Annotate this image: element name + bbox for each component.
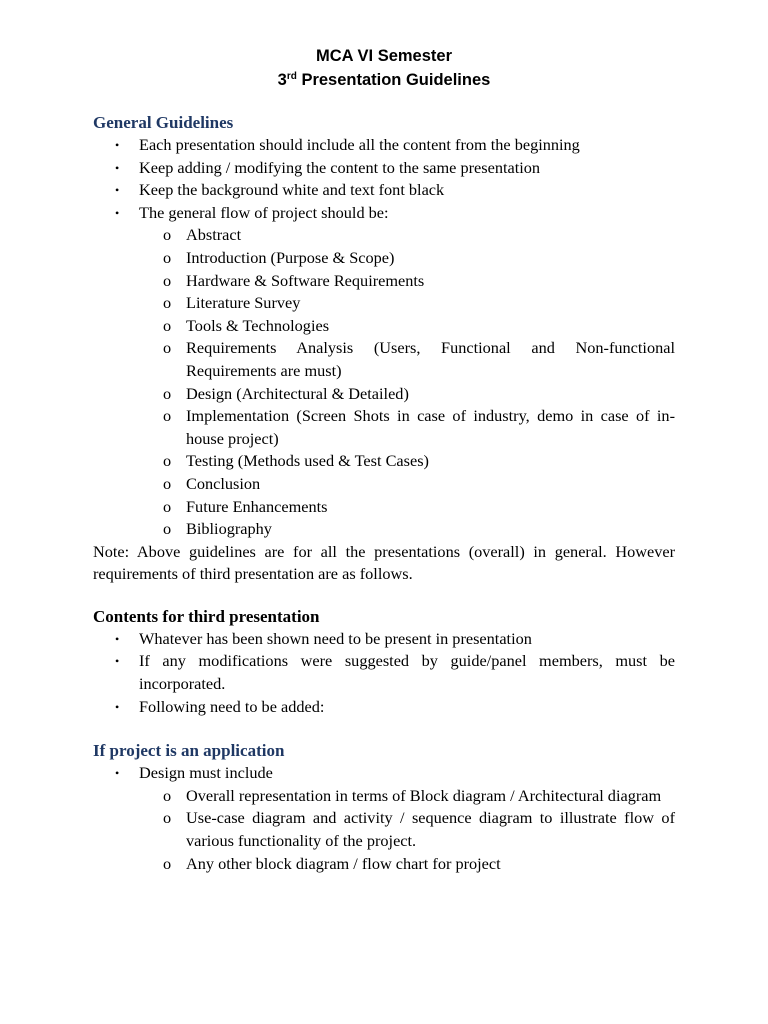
circle-bullet-icon: o	[163, 383, 172, 403]
bullet-icon: •	[115, 138, 120, 152]
sub-list-item	[93, 247, 675, 270]
list-item-text: Keep the background white and text font black	[139, 180, 445, 200]
sub-list-item-text: Literature Survey	[186, 293, 301, 313]
circle-bullet-icon: o	[163, 270, 172, 290]
sub-list-item-text: Testing (Methods used & Test Cases)	[186, 451, 429, 471]
list-item-text: Each presentation should include all the content from the beginning	[139, 135, 580, 154]
sub-list-item	[93, 450, 675, 473]
bullet-icon: •	[115, 699, 120, 714]
circle-bullet-icon: o	[163, 496, 172, 516]
application-section	[93, 740, 675, 875]
circle-bullet-icon: o	[163, 853, 172, 873]
list-item-text: Whatever has been shown need to be present in presentation	[139, 628, 532, 648]
list-item-text: The general flow of project should be:	[139, 202, 389, 222]
list-item	[93, 650, 675, 695]
circle-bullet-icon: o	[163, 338, 172, 358]
bullet-icon: •	[115, 631, 120, 646]
list-item	[93, 134, 675, 157]
list-item-text: Keep adding / modifying the content to the same presentation	[139, 157, 541, 177]
sub-list-item-text: Any other block diagram / flow chart for project	[186, 853, 501, 873]
list-item	[93, 696, 675, 719]
bullet-icon: •	[115, 654, 120, 669]
circle-bullet-icon: o	[163, 406, 172, 426]
sub-list-item	[93, 315, 675, 338]
circle-bullet-icon: o	[163, 519, 172, 539]
application-heading: If project is an application	[93, 741, 285, 761]
sub-list-item-text: Tools & Technologies	[186, 315, 330, 335]
design-requirements-list	[93, 785, 675, 875]
sub-list-item-text: Design (Architectural & Detailed)	[186, 383, 409, 403]
general-guidelines-list	[93, 134, 675, 224]
sub-list-item-text: Use-case diagram and activity / sequence diagram to illustrate flow of various functionality of the project.	[186, 808, 675, 851]
list-item-text: Design must include	[139, 763, 273, 783]
circle-bullet-icon: o	[163, 785, 172, 805]
sub-list-item	[93, 224, 675, 247]
sub-list-item-text: Conclusion	[186, 473, 261, 493]
circle-bullet-icon: o	[163, 808, 172, 828]
general-guidelines-section	[93, 112, 675, 586]
application-list	[93, 762, 675, 785]
bullet-icon: •	[115, 766, 120, 781]
sub-list-item	[93, 807, 675, 852]
circle-bullet-icon: o	[163, 315, 172, 335]
document-title: MCA VI Semester	[315, 47, 453, 65]
list-item	[93, 628, 675, 651]
sub-list-item-text: Overall representation in terms of Block diagram / Architectural diagram	[186, 785, 662, 805]
title-block	[93, 44, 675, 92]
subtitle-text: Presentation Guidelines	[296, 71, 491, 89]
sub-list-item	[93, 518, 675, 541]
third-presentation-section	[93, 606, 675, 718]
list-item	[93, 157, 675, 180]
general-guidelines-heading: General Guidelines	[93, 113, 234, 132]
sub-list-item	[93, 270, 675, 293]
sub-list-item-text: Requirements Analysis (Users, Functional and Non-functional Requirements are must)	[186, 338, 675, 380]
list-item	[93, 762, 675, 785]
sub-list-item-text: Introduction (Purpose & Scope)	[186, 247, 395, 267]
sub-list-item-text: Bibliography	[186, 519, 272, 539]
sub-list-item	[93, 473, 675, 496]
bullet-icon: •	[115, 205, 120, 220]
sub-list-item	[93, 405, 675, 450]
sub-list-item-text: Implementation (Screen Shots in case of industry, demo in case of in-house project)	[186, 406, 675, 448]
sub-list-item-text: Hardware & Software Requirements	[186, 270, 425, 290]
list-item	[93, 179, 675, 202]
sub-list-item	[93, 496, 675, 519]
subtitle-superscript: rd	[286, 71, 297, 82]
sub-list-item	[93, 853, 675, 876]
circle-bullet-icon: o	[163, 247, 172, 267]
third-presentation-list	[93, 628, 675, 718]
third-presentation-heading: Contents for third presentation	[93, 606, 320, 626]
note-paragraph: Note: Above guidelines are for all the presentations (overall) in general. However requirements of third presentation are as follows.	[93, 541, 675, 584]
project-flow-list	[93, 224, 675, 540]
sub-list-item-text: Future Enhancements	[186, 496, 328, 516]
subtitle-number: 3	[277, 71, 287, 89]
sub-list-item	[93, 337, 675, 382]
document-page	[93, 0, 675, 875]
circle-bullet-icon: o	[163, 473, 172, 493]
list-item	[93, 202, 675, 225]
sub-list-item	[93, 785, 675, 808]
circle-bullet-icon: o	[163, 225, 172, 245]
sub-list-item	[93, 292, 675, 315]
bullet-icon: •	[115, 160, 120, 175]
list-item-text: If any modifications were suggested by guide/panel members, must be incorporated.	[139, 651, 675, 694]
list-item-text: Following need to be added:	[139, 696, 325, 716]
circle-bullet-icon: o	[163, 293, 172, 313]
bullet-icon: •	[115, 183, 120, 198]
sub-list-item	[93, 383, 675, 406]
circle-bullet-icon: o	[163, 451, 172, 471]
sub-list-item-text: Abstract	[186, 225, 242, 245]
document-subtitle	[93, 68, 675, 92]
